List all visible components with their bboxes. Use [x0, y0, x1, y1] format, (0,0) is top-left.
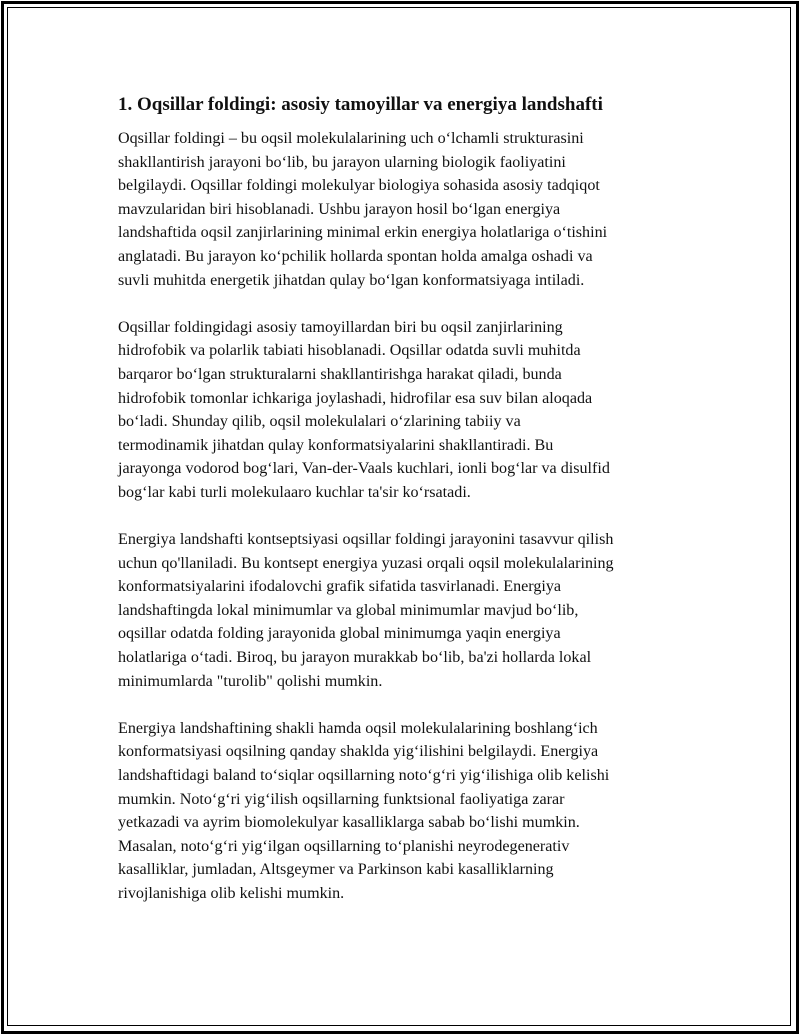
text-line: bogʻlar kabi turli molekulaaro kuchlar ta'sir koʻrsatadi. — [118, 483, 471, 501]
text-line: jarayonga vodorod bogʻlari, Van-der-Vaals kuchlari, ionli bogʻlar va disulfid — [118, 460, 610, 478]
text-line: Energiya landshafti kontseptsiyasi oqsillar foldingi jarayonini tasavvur qilish — [118, 531, 614, 549]
text-line: Masalan, notoʻgʻri yigʻilgan oqsillarning toʻplanishi neyrodegenerativ — [118, 837, 570, 855]
text-line: Oqsillar foldingi – bu oqsil molekulalarining uch oʻlchamli strukturasini — [118, 130, 584, 147]
text-line: landshaftidagi baland toʻsiqlar oqsillarning notoʻgʻri yigʻilishiga olib kelishi — [118, 767, 610, 785]
text-line: belgilaydi. Oqsillar foldingi molekulyar biologiya sohasida asosiy tadqiqot — [118, 177, 600, 195]
text-line: hidrofobik va polarlik tabiati hisoblanadi. Oqsillar odatda suvli muhitda — [118, 342, 581, 360]
text-line: yetkazadi va ayrim biomolekulyar kasalliklarga sabab boʻlishi mumkin. — [118, 814, 580, 832]
text-line: boʻladi. Shunday qilib, oqsil molekulalari oʻzlarining tabiiy va — [118, 413, 521, 431]
text-line: konformatsiyalarini ifodalovchi grafik sifatida tasvirlanadi. Energiya — [118, 578, 562, 596]
paragraph-3 — [118, 528, 688, 693]
paragraph-2 — [118, 316, 688, 505]
text-line: uchun qo'llaniladi. Bu kontsept energiya yuzasi orqali oqsil molekulalarining — [118, 554, 614, 572]
text-line: holatlariga oʻtadi. Biroq, bu jarayon murakkab boʻlib, ba'zi hollarda lokal — [118, 649, 592, 667]
text-line: oqsillar odatda folding jarayonida global minimumga yaqin energiya — [118, 625, 561, 643]
text-line: konformatsiyasi oqsilning qanday shaklda yigʻilishini belgilaydi. Energiya — [118, 743, 599, 761]
text-line: suvli muhitda energetik jihatdan qulay boʻlgan konformatsiyaga intiladi. — [118, 271, 585, 289]
text-line: landshaftingda lokal minimumlar va global minimumlar mavjud boʻlib, — [118, 601, 579, 619]
text-line: kasalliklar, jumladan, Altsgeymer va Parkinson kabi kasalliklarning — [118, 861, 554, 879]
document-body — [118, 92, 688, 929]
text-line: landshaftida oqsil zanjirlarining minimal erkin energiya holatlariga oʻtishini — [118, 224, 608, 242]
text-line: rivojlanishiga olib kelishi mumkin. — [118, 885, 345, 902]
paragraph-1 — [118, 127, 688, 292]
text-line: hidrofobik tomonlar ichkariga joylashadi, hidrofilar esa suv bilan aloqada — [118, 389, 593, 407]
text-line: Energiya landshaftining shakli hamda oqsil molekulalarining boshlangʻich — [118, 719, 598, 737]
text-line: minimumlarda "turolib" qolishi mumkin. — [118, 672, 383, 690]
text-line: anglatadi. Bu jarayon koʻpchilik hollarda spontan holda amalga oshadi va — [118, 247, 593, 265]
text-line: barqaror boʻlgan strukturalarni shakllantirishga harakat qiladi, bunda — [118, 365, 562, 383]
text-line: mumkin. Notoʻgʻri yigʻilish oqsillarning funktsional faoliyatiga zarar — [118, 790, 565, 808]
text-line: termodinamik jihatdan qulay konformatsiyalarini shakllantiradi. Bu — [118, 436, 554, 454]
text-line: Oqsillar foldingidagi asosiy tamoyillardan biri bu oqsil zanjirlarining — [118, 318, 563, 336]
section-heading: 1. Oqsillar foldingi: asosiy tamoyillar va energiya landshafti — [118, 94, 603, 115]
text-line: mavzularidan biri hisoblanadi. Ushbu jarayon hosil boʻlgan energiya — [118, 200, 561, 218]
text-line: shakllantirish jarayoni boʻlib, bu jarayon ularning biologik faoliyatini — [118, 153, 566, 171]
paragraph-4 — [118, 717, 688, 906]
